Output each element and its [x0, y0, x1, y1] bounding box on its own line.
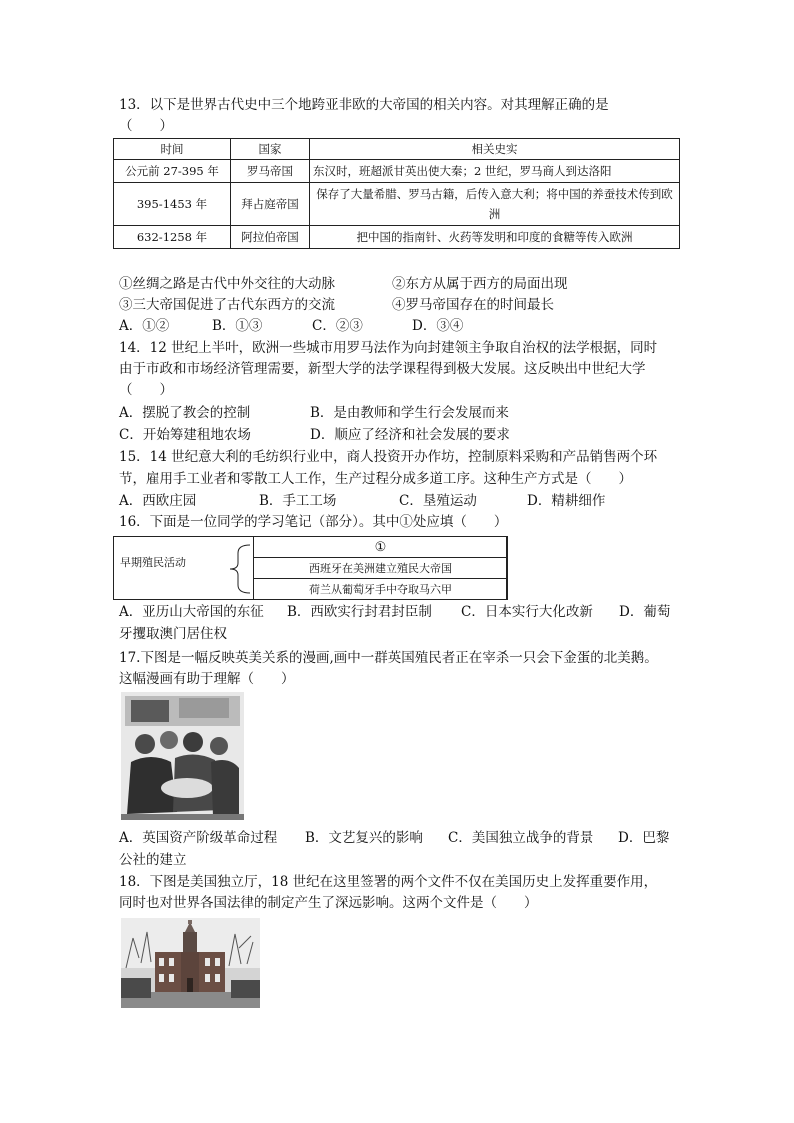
option-a[interactable]: A．①②: [119, 318, 170, 334]
q13-statement: ①丝绸之路是古代中外交往的大动脉: [119, 276, 335, 292]
table-row: [114, 226, 680, 249]
option-d-continued: 牙攫取澳门居住权: [119, 626, 227, 642]
option-c[interactable]: C．垦殖运动: [399, 493, 477, 509]
table-row: [114, 183, 680, 226]
option-d[interactable]: D．精耕细作: [527, 493, 606, 509]
table-cell: 公元前 27-395 年: [114, 160, 231, 183]
q13-statement: ②东方从属于西方的局面出现: [392, 276, 568, 292]
q14-line1: 14．12 世纪上半叶，欧洲一些城市用罗马法作为向封建领主争取自治权的法学根据，同时: [119, 340, 658, 356]
q16-stem: 16．下面是一位同学的学习笔记（部分）。其中①处应填（ ）: [119, 514, 508, 530]
notes-label: 早期殖民活动: [120, 556, 186, 569]
q13-options: [119, 316, 463, 337]
q13-paren: （ ）: [119, 118, 173, 134]
q14-paren: （ ）: [119, 382, 173, 398]
table-cell: 632-1258 年: [114, 226, 231, 249]
table-header: 时间: [114, 139, 231, 160]
table-cell: 保存了大量希腊、罗马古籍，后传入意大利；将中国的养蚕技术传到欧洲: [310, 183, 680, 226]
table-header: 国家: [231, 139, 310, 160]
q13-stem: 13．以下是世界古代史中三个地跨亚非欧的大帝国的相关内容。对其理解正确的是: [119, 97, 609, 113]
q18-line2: 同时也对世界各国法律的制定产生了深远影响。这两个文件是（ ）: [119, 895, 538, 911]
table-header: 相关史实: [310, 139, 680, 160]
table-cell: 东汉时，班超派甘英出使大秦；2 世纪，罗马商人到达洛阳: [310, 160, 680, 183]
option-d[interactable]: D．③④: [412, 318, 464, 334]
independence-hall-image: [121, 918, 260, 1008]
option-b[interactable]: B．①③: [212, 318, 263, 334]
table-cell: 把中国的指南针、火药等发明和印度的食糖等传入欧洲: [310, 226, 680, 249]
q13-statement: ④罗马帝国存在的时间最长: [392, 297, 554, 313]
table-cell: 395-1453 年: [114, 183, 231, 226]
option-d[interactable]: D．顺应了经济和社会发展的要求: [310, 427, 510, 443]
option-c[interactable]: C．②③: [312, 318, 363, 334]
q13-statement: ③三大帝国促进了古代东西方的交流: [119, 297, 335, 313]
q17-line1: 17.下图是一幅反映英美关系的漫画,画中一群英国殖民者正在宰杀一只会下金蛋的北美鹅。: [119, 650, 658, 666]
table-cell: 荷兰从葡萄牙手中夺取马六甲: [254, 579, 508, 600]
table-row: [254, 537, 508, 558]
q15-options: [119, 491, 605, 512]
option-b[interactable]: B．文艺复兴的影响: [305, 830, 423, 846]
table-row: [254, 558, 508, 579]
option-a[interactable]: A．英国资产阶级革命过程: [119, 830, 278, 846]
option-b[interactable]: B．西欧实行封君封臣制: [287, 604, 432, 620]
option-d[interactable]: D．巴黎: [618, 830, 670, 846]
table-cell: 西班牙在美洲建立殖民大帝国: [254, 558, 508, 579]
option-a[interactable]: A．摆脱了教会的控制: [119, 405, 251, 421]
table-cell: 罗马帝国: [231, 160, 310, 183]
notes-table: [253, 536, 508, 600]
option-d-continued: 公社的建立: [119, 852, 187, 868]
table-row: [254, 579, 508, 600]
table-cell: 阿拉伯帝国: [231, 226, 310, 249]
option-c[interactable]: C．日本实行大化改新: [461, 604, 593, 620]
q13-table: [113, 138, 680, 249]
table-header-row: [114, 139, 680, 160]
option-c[interactable]: C．开始筹建租地农场: [119, 427, 251, 443]
q15-line2: 节，雇用手工业者和零散工人工作，生产过程分成多道工序。这种生产方式是（ ）: [119, 471, 632, 487]
brace-icon: [212, 543, 252, 595]
table-cell: ①: [254, 537, 508, 558]
q14-line2: 由于市政和市场经济管理需要，新型大学的法学课程得到极大发展。这反映出中世纪大学: [119, 361, 646, 377]
option-b[interactable]: B．手工工场: [259, 493, 337, 509]
q16-notes: [113, 536, 507, 600]
option-b[interactable]: B．是由教师和学生行会发展而来: [310, 405, 509, 421]
q15-line1: 15．14 世纪意大利的毛纺织行业中，商人投资开办作坊，控制原料采购和产品销售两个环: [119, 449, 658, 465]
q17-options: [119, 828, 669, 849]
table-cell: 拜占庭帝国: [231, 183, 310, 226]
q16-options: [119, 602, 670, 623]
q18-line1: 18．下图是美国独立厅，18 世纪在这里签署的两个文件不仅在美国历史上发挥重要作用，: [119, 874, 658, 890]
option-a[interactable]: A．亚历山大帝国的东征: [119, 604, 264, 620]
cartoon-image: [121, 692, 244, 820]
option-d[interactable]: D．葡萄: [619, 604, 671, 620]
option-a[interactable]: A．西欧庄园: [119, 493, 197, 509]
option-c[interactable]: C．美国独立战争的背景: [448, 830, 594, 846]
table-row: [114, 160, 680, 183]
q17-line2: 这幅漫画有助于理解（ ）: [119, 671, 295, 687]
